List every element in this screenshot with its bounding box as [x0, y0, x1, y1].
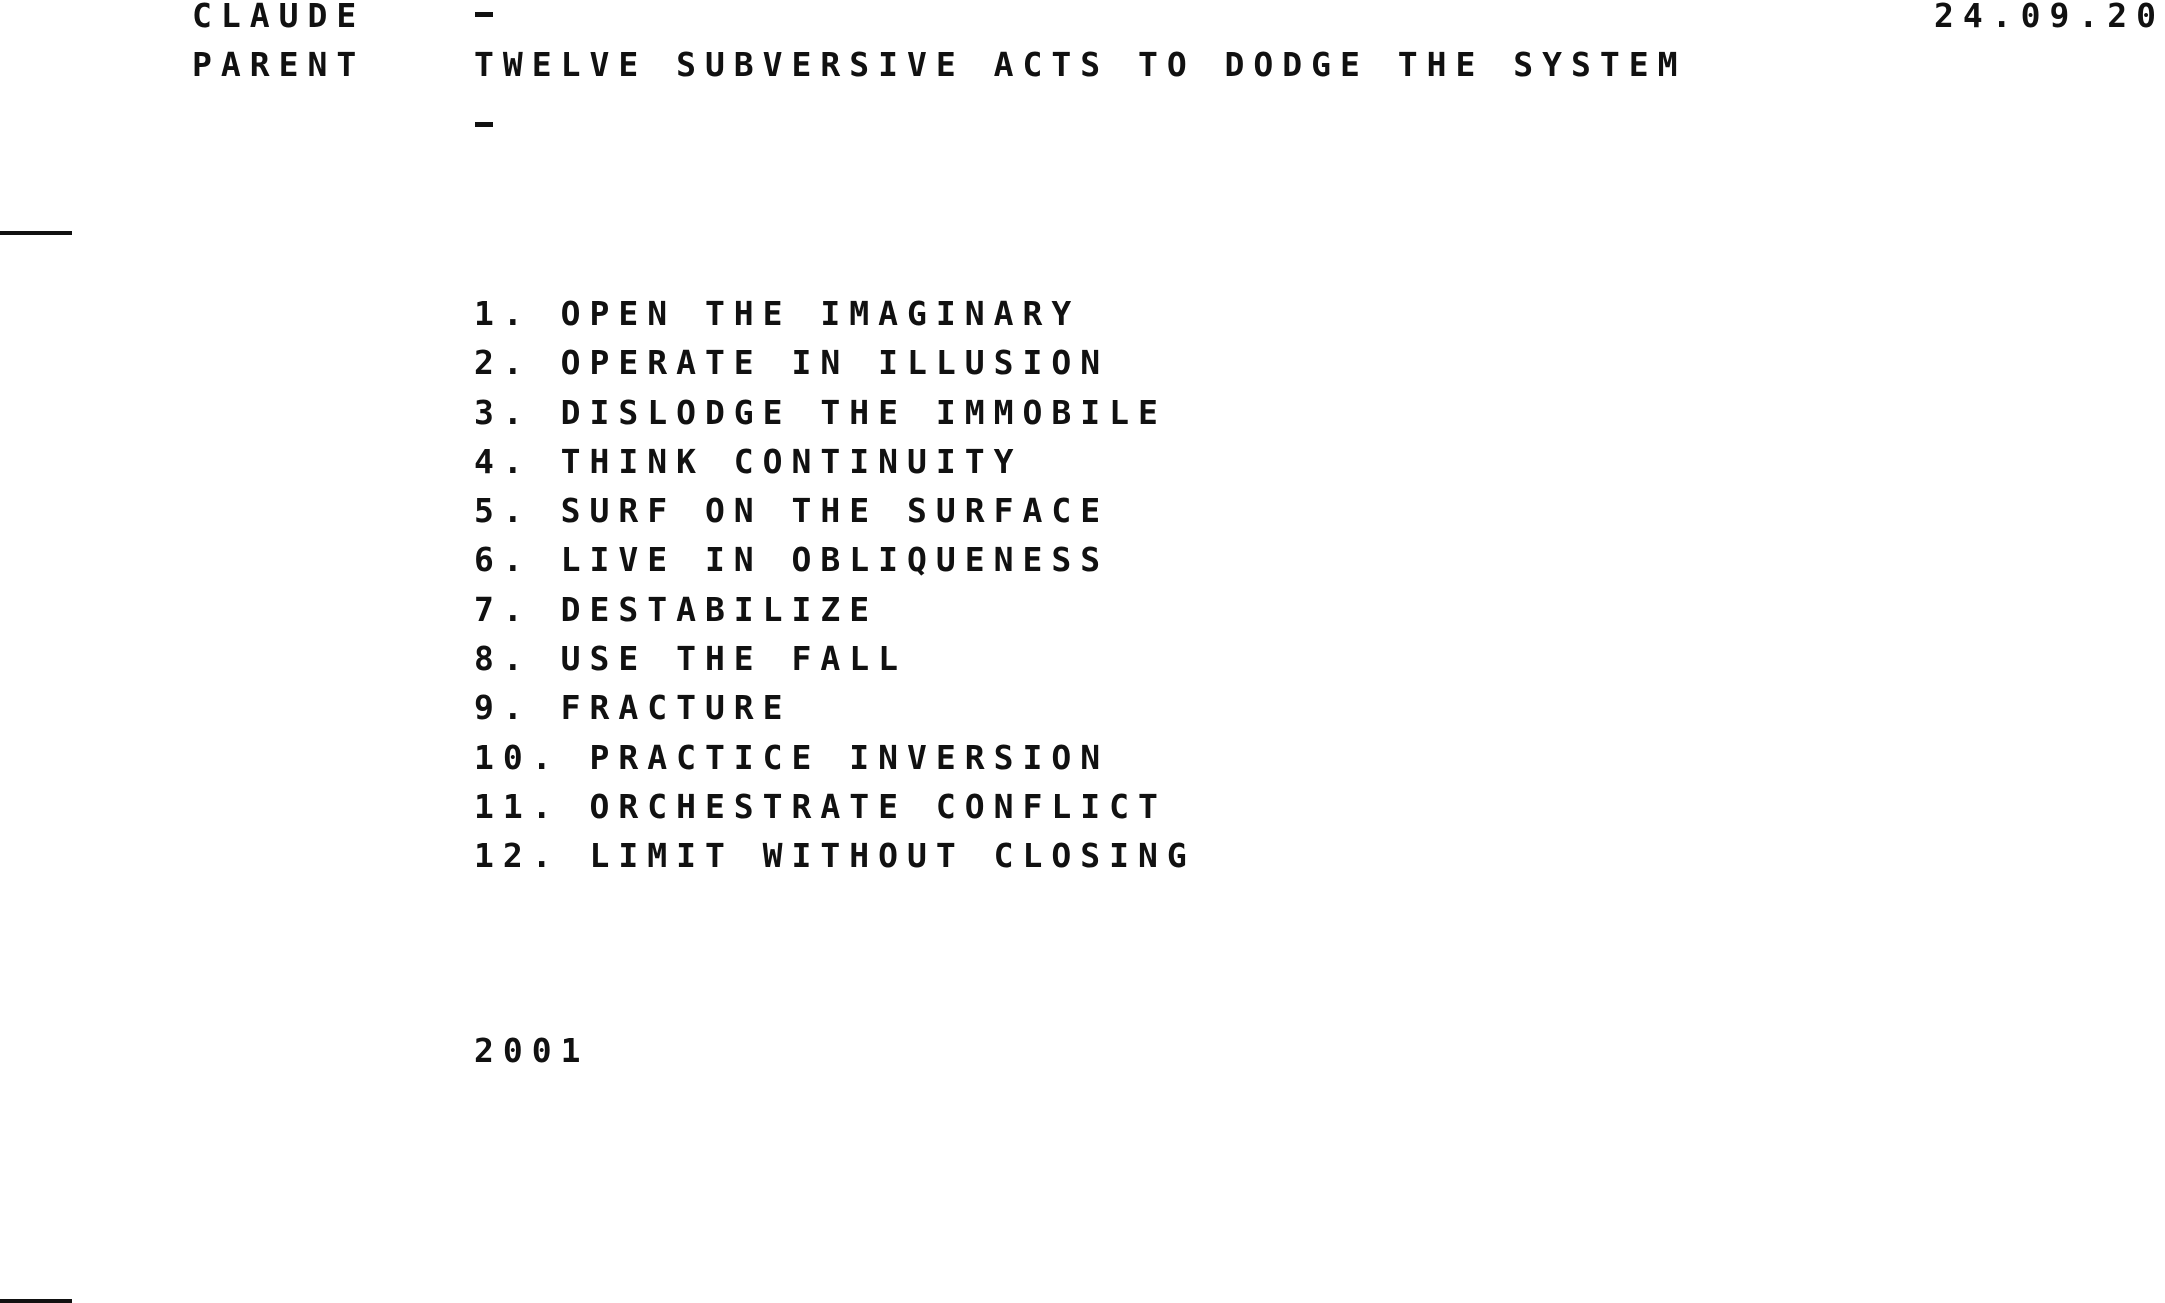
list-item: 7. DESTABILIZE: [474, 589, 879, 629]
list-item: 3. DISLODGE THE IMMOBILE: [474, 392, 1167, 432]
list-item: 5. SURF ON THE SURFACE: [474, 491, 1110, 531]
margin-rule-top: [0, 231, 72, 235]
list-item: 10. PRACTICE INVERSION: [474, 737, 1110, 777]
list-item: 4. THINK CONTINUITY: [474, 441, 1023, 481]
margin-rule-bottom: [0, 1299, 72, 1303]
header-dash-bottom: [475, 122, 493, 127]
list-item: 8. USE THE FALL: [474, 639, 908, 679]
list-item: 6. LIVE IN OBLIQUENESS: [474, 540, 1110, 580]
acts-list: [474, 289, 1196, 881]
list-item: 12. LIMIT WITHOUT CLOSING: [474, 836, 1196, 876]
document-title: TWELVE SUBVERSIVE ACTS TO DODGE THE SYSTEM: [474, 45, 1687, 84]
list-item: 2. OPERATE IN ILLUSION: [474, 343, 1110, 383]
author-last-name: PARENT: [192, 45, 366, 84]
list-item: 11. ORCHESTRATE CONFLICT: [474, 786, 1167, 826]
list-item: 1. OPEN THE IMAGINARY: [474, 294, 1081, 333]
list-item: 9. FRACTURE: [474, 688, 792, 728]
year-label: 2001: [474, 1031, 590, 1070]
document-date: 24.09.20: [1934, 0, 2165, 35]
header-dash-top: [475, 12, 493, 17]
author-first-name: CLAUDE: [192, 0, 366, 35]
